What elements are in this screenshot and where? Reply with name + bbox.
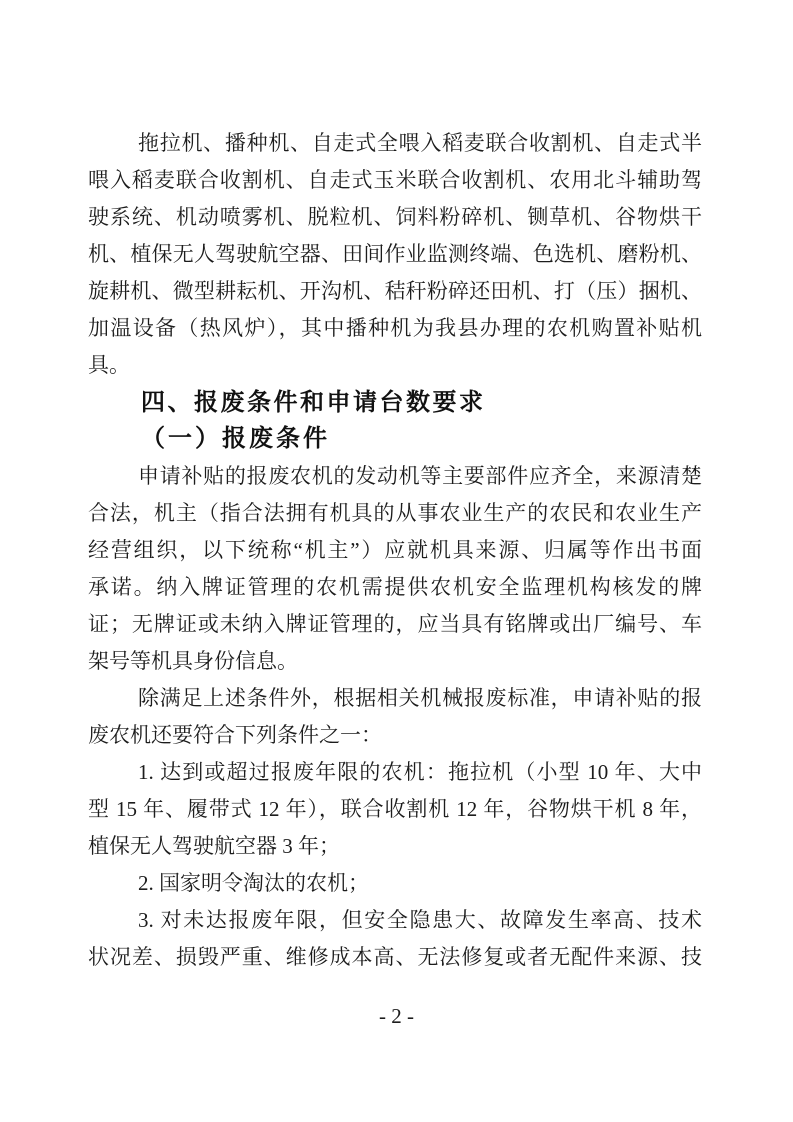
text-line: 经营组织，以下统称“机主”）应就机具来源、归属等作出书面: [88, 538, 702, 562]
text-line: 具。: [88, 353, 130, 377]
text-line: 植保无人驾驶航空器 3 年；: [88, 834, 340, 858]
text-line: 加温设备（热风炉），其中播种机为我县办理的农机购置补贴机: [88, 316, 702, 340]
machinery-list-paragraph: [88, 125, 702, 384]
section-4-heading: [88, 384, 702, 421]
text-line: 状况差、损毁严重、维修成本高、无法修复或者无配件来源、技: [88, 945, 702, 969]
condition-item-3: [88, 902, 702, 976]
text-line: 拖拉机、播种机、自走式全喂入稻麦联合收割机、自走式半: [138, 131, 702, 155]
text-line: 除满足上述条件外，根据相关机械报废标准，申请补贴的报: [138, 686, 702, 710]
condition-item-1: [88, 754, 702, 865]
text-line: 废农机还要符合下列条件之一：: [88, 723, 382, 747]
text-line: 喂入稻麦联合收割机、自走式玉米联合收割机、农用北斗辅助驾: [88, 168, 702, 192]
text-line: 旋耕机、微型耕耘机、开沟机、秸秆粉碎还田机、打（压）捆机、: [88, 279, 702, 303]
text-line: 1. 达到或超过报废年限的农机：拖拉机（小型 10 年、大中: [138, 760, 702, 784]
document-content: [88, 125, 702, 976]
text-line: 3. 对未达报废年限，但安全隐患大、故障发生率高、技术: [138, 908, 702, 932]
text-line: 架号等机具身份信息。: [88, 649, 298, 673]
text-line: 承诺。纳入牌证管理的农机需提供农机安全监理机构核发的牌: [88, 575, 702, 599]
text-line: （一）报废条件: [141, 426, 330, 452]
additional-conditions-intro: [88, 680, 702, 754]
text-line: 机、植保无人驾驶航空器、田间作业监测终端、色选机、磨粉机、: [88, 242, 702, 266]
subsection-1-heading: [88, 421, 702, 458]
scrap-conditions-paragraph: [88, 458, 702, 680]
text-line: 证；无牌证或未纳入牌证管理的，应当具有铭牌或出厂编号、车: [88, 612, 702, 636]
text-line: 型 15 年、履带式 12 年），联合收割机 12 年，谷物烘干机 8 年，: [88, 797, 702, 821]
text-line: 驶系统、机动喷雾机、脱粒机、饲料粉碎机、铡草机、谷物烘干: [88, 205, 702, 229]
page-number: - 2 -: [379, 1004, 414, 1028]
text-line: 合法，机主（指合法拥有机具的从事农业生产的农民和农业生产: [88, 501, 702, 525]
condition-item-2: [88, 865, 702, 902]
text-line: 四、报废条件和申请台数要求: [141, 389, 486, 416]
text-line: 申请补贴的报废农机的发动机等主要部件应齐全，来源清楚: [138, 464, 702, 488]
text-line: 2. 国家明令淘汰的农机；: [138, 871, 369, 895]
